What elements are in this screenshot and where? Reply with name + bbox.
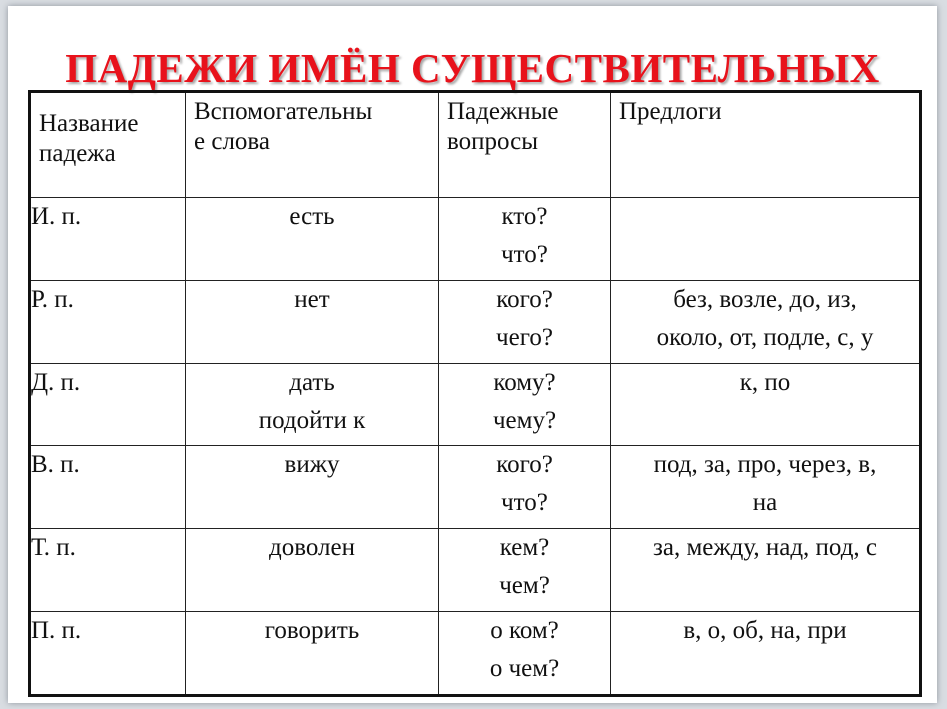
header-questions: Падежные вопросы bbox=[439, 92, 611, 198]
case-cell: Р. п. bbox=[30, 280, 186, 363]
case-cell: Т. п. bbox=[30, 529, 186, 612]
page-title: ПАДЕЖИ ИМЁН СУЩЕСТВИТЕЛЬНЫХ bbox=[65, 45, 880, 91]
table-row bbox=[30, 363, 921, 446]
table-row bbox=[30, 198, 921, 281]
table-row bbox=[30, 612, 921, 696]
header-prepositions: Предлоги bbox=[611, 92, 921, 198]
question-cell: кого? чего? bbox=[439, 280, 611, 363]
preposition-cell: к, по bbox=[611, 363, 921, 446]
case-cell: В. п. bbox=[30, 446, 186, 529]
case-cell: И. п. bbox=[30, 198, 186, 281]
aux-cell: доволен bbox=[186, 529, 439, 612]
table-row bbox=[30, 529, 921, 612]
question-cell: о ком? о чем? bbox=[439, 612, 611, 696]
aux-cell: нет bbox=[186, 280, 439, 363]
aux-cell: есть bbox=[186, 198, 439, 281]
case-cell: П. п. bbox=[30, 612, 186, 696]
header-row bbox=[30, 92, 921, 198]
header-aux-words: Вспомогательны е слова bbox=[186, 92, 439, 198]
question-cell: кому? чему? bbox=[439, 363, 611, 446]
preposition-cell: за, между, над, под, с bbox=[611, 529, 921, 612]
preposition-cell: в, о, об, на, при bbox=[611, 612, 921, 696]
aux-cell: говорить bbox=[186, 612, 439, 696]
header-case-name: Название падежа bbox=[30, 92, 186, 198]
question-cell: кого? что? bbox=[439, 446, 611, 529]
preposition-cell: без, возле, до, из, около, от, подле, с, у bbox=[611, 280, 921, 363]
aux-cell: дать подойти к bbox=[186, 363, 439, 446]
slide-frame bbox=[8, 6, 937, 703]
question-cell: кто? что? bbox=[439, 198, 611, 281]
table-row bbox=[30, 280, 921, 363]
case-cell: Д. п. bbox=[30, 363, 186, 446]
cases-table bbox=[28, 90, 922, 697]
question-cell: кем? чем? bbox=[439, 529, 611, 612]
table-row bbox=[30, 446, 921, 529]
aux-cell: вижу bbox=[186, 446, 439, 529]
preposition-cell bbox=[611, 198, 921, 281]
preposition-cell: под, за, про, через, в, на bbox=[611, 446, 921, 529]
